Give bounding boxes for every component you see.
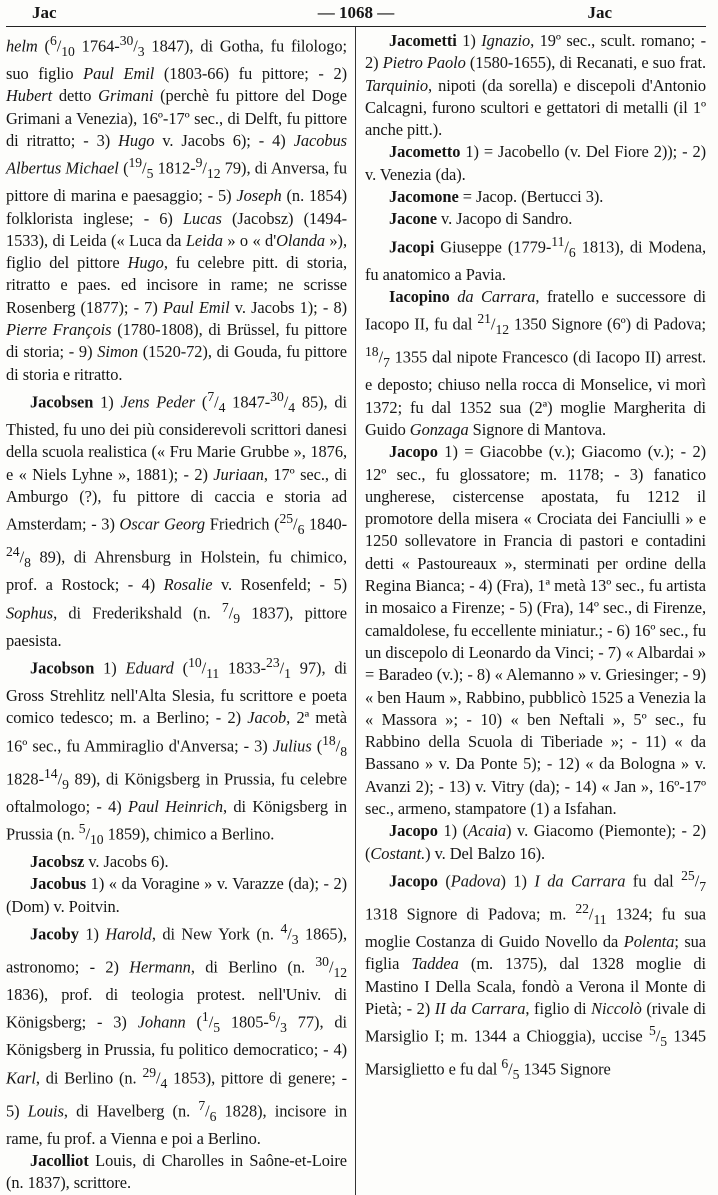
dictionary-entry: helm ($^6/_{10}$ $1764-^{30}/_3$ 1847), di Gotha, fu filologo; suo figlio Paul Emil (1803-66) fu pittore; - 2) Hubert detto Grimani (perchè fu pittore del Doge Grimani a Venezia), 16º-17º sec., di Delft, fu pittore di ritratto; - 3) Hugo v. Jacobs 6); - 4) Jacobus Albertus Michael ($^{19}/_5$ $1812-^9/_{12}$ 79), di Anversa, fu pittore di marina e paesaggio; - 5) Joseph (n. 1854) folklorista inglese; - 6) Lucas (Jacobsz) (1494-1533), di Leida (« Luca da Leida » o « d'Olanda »), figlio del pittore Hugo, fu celebre pitt. di storia, ritratto e paes. ed incisore in rame; ne scrisse Rosenberg (1877); - 7) Paul Emil v. Jacobs 1); - 8) Pierre François (1780-1808), di Brüssel, fu pittore di storia; - 9) Simon (1520-72), di Gouda, fu pittore di storia e ritratto. (6, 33, 348, 384)
header-guide-word-right: Jac (587, 3, 612, 22)
text-columns (6, 30, 706, 1195)
dictionary-entry: Jacobus 1) « da Voragine » v. Varazze (da); - 2) (Dom) v. Poitvin. (6, 874, 348, 916)
left-column (6, 30, 355, 1195)
dictionary-entry: Jacometti 1) Ignazio, 19º sec., scult. romano; - 2) Pietro Paolo (1580-1655), di Recanati, e suo frat. Tarquinio, nipoti (da sorella) e discepoli d'Antonio Calcagni, furono scultori e gettatori di metalli (il 1º anche pitt.). (365, 31, 707, 140)
dictionary-entry: Iacopino da Carrara, fratello e successore di Iacopo II, fu dal $^{21}/_{12}$ 1350 Signore (6º) di Padova; $^{18}/_7$ 1355 dal nipote Francesco (di Iacopo II) arrest. e deposto; chiuso nella rocca di Monselice, vi morì 1372; fu dal 1352 sua (2ª) moglie Margherita di Guido Gonzaga Signore di Mantova. (365, 287, 707, 439)
dictionary-entry: Jacolliot Louis, di Charolles in Saône-et-Loire (n. 1837), scrittore. (6, 1151, 348, 1193)
right-column (356, 30, 706, 1195)
dictionary-entry: Jacometto 1) = Jacobello (v. Del Fiore 2)); - 2) v. Venezia (da). (365, 142, 707, 184)
page-number: — 1068 — (317, 3, 395, 22)
dictionary-entry: Jacopo (Padova) 1) I da Carrara fu dal $^{25}/_7$ 1318 Signore di Padova; m. $^{22}/_{11}$ 1324; fu sua moglie Costanza di Guido Novello da Polenta; sua figlia Taddea (m. 1375), dal 1328 moglie di Mastino I Della Scala, fondò a Verona il Monte di Pietà; - 2) II da Carrara, figlio di Niccolò (rivale di Marsiglio I; m. 1344 a Chioggia), uccise $^5/_5$ 1345 Marsiglietto e fu dal $^6/_5$ 1345 Signore (365, 867, 707, 1083)
dictionary-entry: Jacopo 1) = Giacobbe (v.); Giacomo (v.); - 2) 12º sec., fu glossatore; m. 1178; - 3) fanatico ungherese, cistercense apostata, fu 1212 il promotore della misera « Crociata dei Fanciulli » e 1250 sollevatore in Francia di pastori e contadini detti « Pastoureaux », sterminati per ordine della Regina Bianca; - 4) (Fra), 1ª metà 13º sec., fu artista in mosaico a Firenze; - 5) (Fra), 14º sec., di Firenze, camaldolese, fu eccellente miniatur.; - 6) 16º sec., fu un discepolo di Leonardo da Vinci; - 7) « Albardai » = Baradeo (v.); - 8) « Alemanno » v. Griesinger; - 9) « ben Haum », Rabbino, pubblicò 1525 a Venezia la « Massora »; - 10) « ben Neftali », 5º sec., fu Rabbino della Scuola di Tiberiade »; - 11) « da Bassano » v. Da Ponte 5); - 12) « da Bologna » v. Avanzi 2); - 13) v. Vitry (da); - 14) « Jan », 16º-17º sec., armeno, stampatore (1) a Isfahan. (365, 442, 707, 819)
dictionary-entry: Jacobsz v. Jacobs 6). (30, 852, 169, 871)
dictionary-entry: Jacopo 1) (Acaia) v. Giacomo (Piemonte); - 2) (Costant.) v. Del Balzo 16). (365, 821, 707, 863)
dictionary-entry: Jacobson 1) Eduard ($^{10}/_{11}$ $1833-^{23}/_1$ 97), di Gross Strehlitz nell'Alta Slesia, fu scrittore e poeta comico tedesco; m. a Berlino; - 2) Jacob, 2ª metà 16º sec., fu Ammiraglio d'Anversa; - 3) Julius ($^{18}/_8$ $1828-^{14}/_9$ 89), di Königsberg in Prussia, fu celebre oftalmologo; - 4) Paul Heinrich, di Königsberg in Prussia (n. $^5/_{10}$ 1859), chimico a Berlino. (6, 654, 348, 847)
header-guide-word-left: Jac (32, 3, 57, 22)
dictionary-entry: Jacone v. Jacopo di Sandro. (389, 209, 573, 229)
dictionary-entry: Jacoby 1) Harold, di New York (n. $^4/_3$ 1865), astronomo; - 2) Hermann, di Berlino (n. $^{30}/_{12}$ 1836), prof. di teologia protest. nell'Univ. di Königsberg; - 3) Johann ($^1/_5$ $1805-^6/_3$ 77), di Königsberg in Prussia, fu politico democratico; - 4) Karl, di Berlino (n. $^{29}/_4$ 1853), pittore di genere; - 5) Louis, di Havelberg (n. $^7/_6$ 1828), incisore in rame, fu prof. a Vienna e poi a Berlino. (6, 920, 348, 1148)
dictionary-entry: Jacobsen 1) Jens Peder ($^7/_4$ $1847-^{30}/_4$ 85), di Thisted, fu uno dei più considerevoli scrittori danesi della scuola realistica (« Fru Marie Grubbe », 1876, e « Niels Lyhne », 1881); - 2) Juriaan, 17º sec., di Amburgo (?), fu pittore di caccia e storia ad Amsterdam; - 3) Oscar Georg Friedrich ($^{25}/_6$ $1840-^{24}/_8$ 89), di Ahrensburg in Holstein, fu chimico, prof. a Rostock; - 4) Rosalie v. Rosenfeld; - 5) Sophus, di Frederikshald (n. $^7/_9$ 1837), pittore paesista. (6, 388, 348, 650)
page-header (6, 0, 706, 27)
dictionary-entry: Jacomone = Jacop. (Bertucci 3). (389, 187, 604, 207)
dictionary-entry: Jacopi Giuseppe ($1779-^{11}/_6$ 1813), di Modena, fu anatomico a Pavia. (365, 233, 707, 284)
